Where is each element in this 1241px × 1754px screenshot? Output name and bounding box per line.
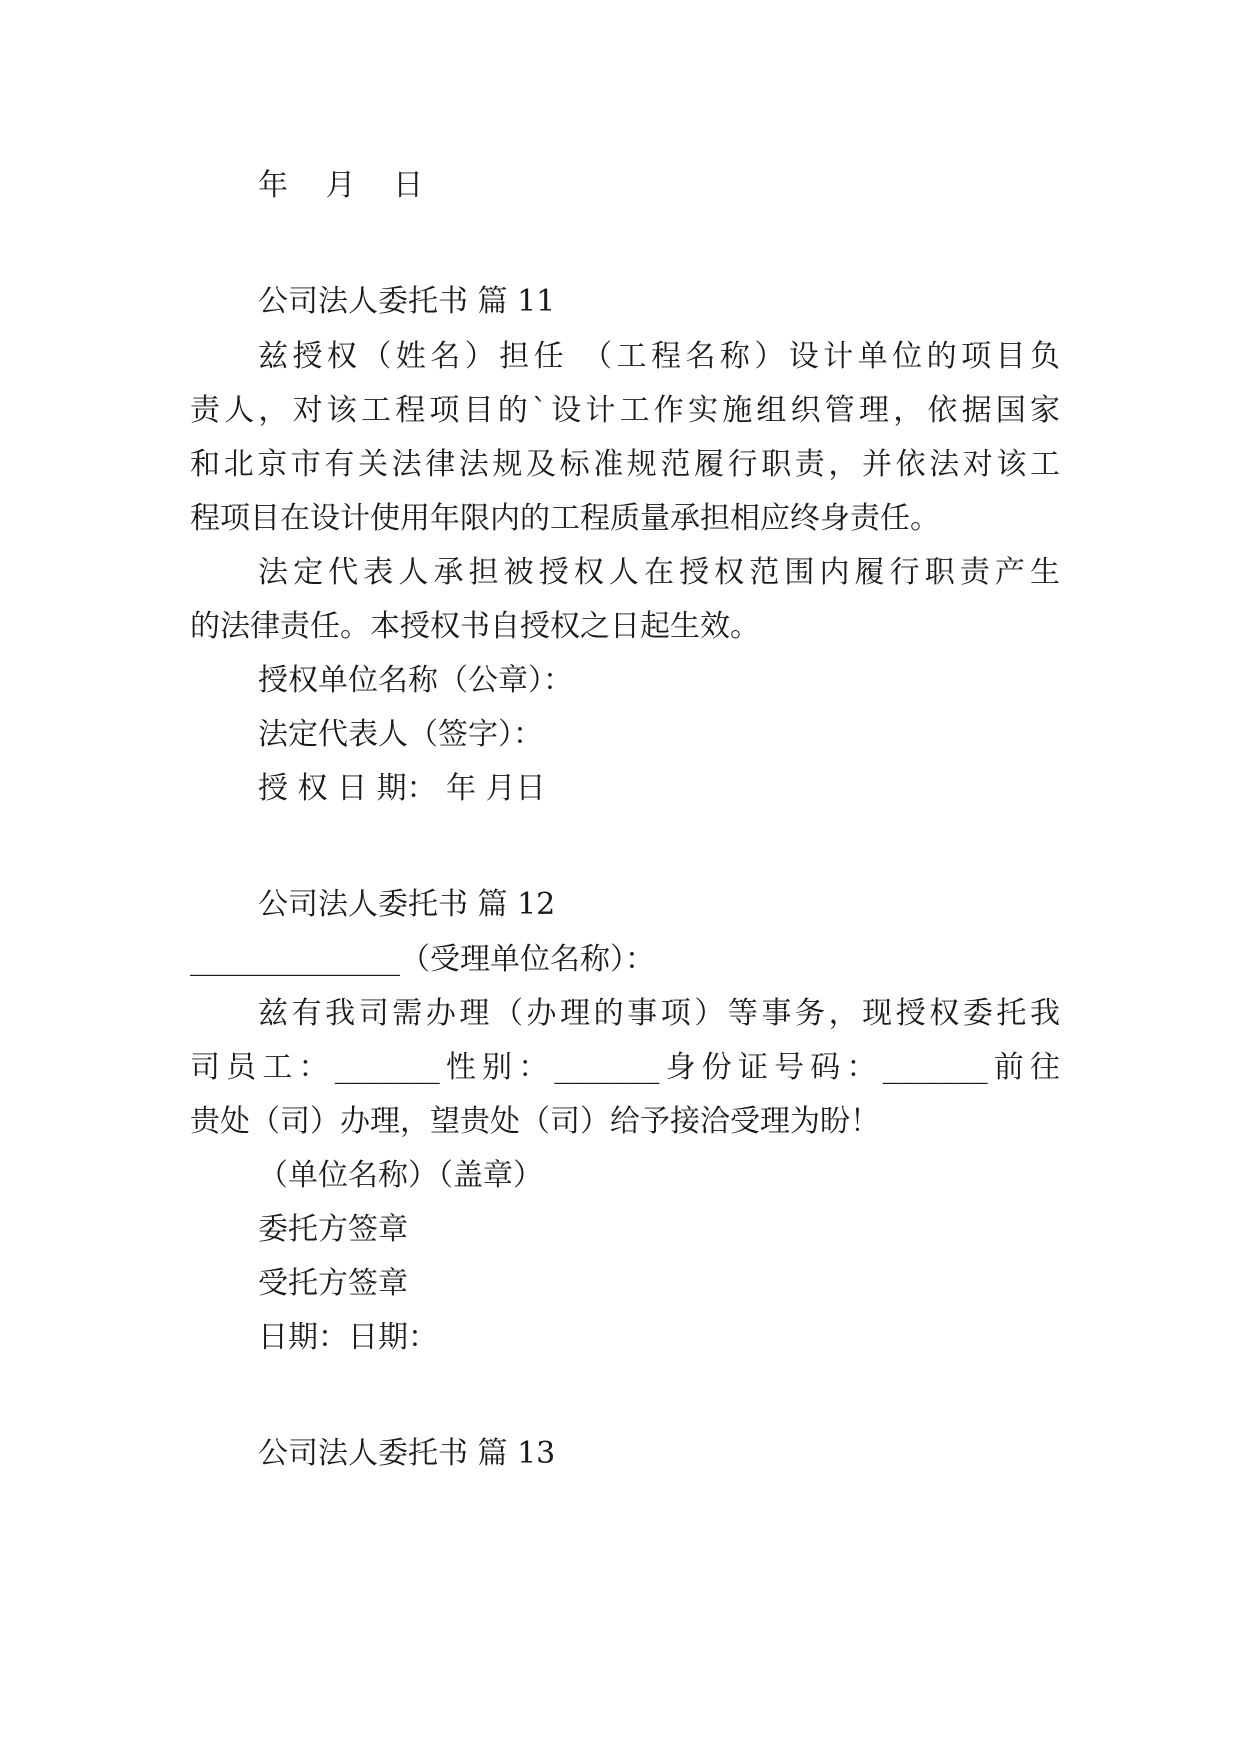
unit-seal-label: （单位名称）（盖章） [258,1158,543,1193]
legal-rep-label: 法定代表人（签字）： [258,717,543,752]
paragraph-line: 司员工：_______性别：_______身份证号码：_______前往 [190,1050,1060,1085]
paragraph-line: 法定代表人承担被授权人在授权范围内履行职责产生 [258,555,1060,590]
paragraph-line: 责人，对该工程项目的`设计工作实施组织管理，依据国家 [190,393,1060,428]
paragraph-line: 兹有我司需办理（办理的事项）等事务，现授权委托我 [258,996,1060,1031]
agent-seal-label: 受托方签章 [258,1266,408,1301]
auth-date-label: 授 权 日 期： 年 月日 [258,771,546,806]
principal-seal-label: 委托方签章 [258,1212,408,1247]
paragraph-line: 的法律责任。本授权书自授权之日起生效。 [190,609,760,644]
section-heading-13: 公司法人委托书 篇 13 [258,1436,556,1471]
dates-label: 日期：日期： [258,1320,438,1355]
paragraph-line: 贵处（司）办理，望贵处（司）给予接洽受理为盼！ [190,1104,880,1139]
section-heading-11: 公司法人委托书 篇 11 [258,284,556,319]
paragraph-line: 兹授权（姓名）担任 （工程名称）设计单位的项目负 [258,339,1060,374]
date-line: 年 月 日 [258,168,438,203]
section-heading-12: 公司法人委托书 篇 12 [258,887,556,922]
unit-name-label: 授权单位名称（公章）： [258,663,573,698]
paragraph-line: 和北京市有关法律法规及标准规范履行职责，并依法对该工 [190,447,1060,482]
paragraph-line: 程项目在设计使用年限内的工程质量承担相应终身责任。 [190,501,940,536]
recipient-line: ______________（受理单位名称）： [190,942,655,977]
